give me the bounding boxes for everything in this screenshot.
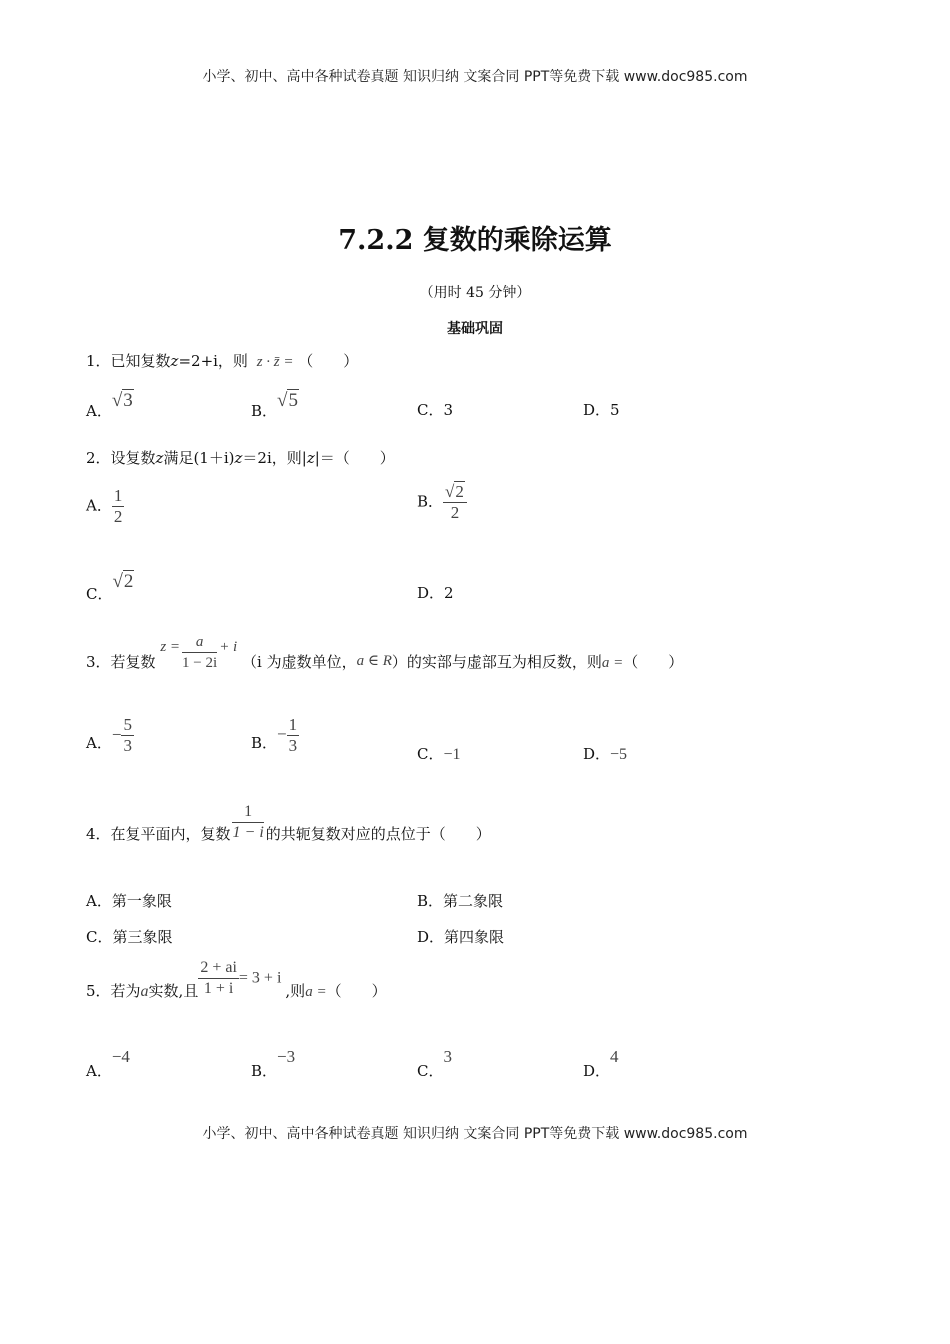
q3-z-lhs: z = <box>160 638 181 655</box>
q3-a-label: A． <box>86 733 112 752</box>
q2-b-num: √2 <box>443 482 467 503</box>
q2-var-z2: z <box>234 449 243 467</box>
q3-a-den: 3 <box>123 736 132 755</box>
q5-option-d <box>583 1046 619 1080</box>
q5-text-b: 实数,且 <box>148 981 199 1000</box>
q3-b-num: 1 <box>288 715 298 734</box>
q5-a-value: −4 <box>111 1047 130 1066</box>
q5-frac-den: 1 + i <box>203 980 234 997</box>
q4-option-b: B．第二象限 <box>417 892 504 910</box>
q3-a-sign: − <box>111 724 122 744</box>
q5-d-label: D． <box>583 1062 611 1080</box>
q3-c-label: C． <box>417 745 444 763</box>
q3-paren: （ ） <box>623 652 684 671</box>
q3-c-value: −1 <box>443 746 461 763</box>
question-4-stem <box>86 802 491 843</box>
q3-frac-den: 1 − 2i <box>182 655 218 671</box>
q3-frac-num: a <box>182 632 218 653</box>
q5-ask: a = <box>305 983 327 1000</box>
q5-c-label: C． <box>417 1062 444 1080</box>
q5-a-label: A． <box>86 1062 112 1080</box>
q2-text-d: |＝（ ） <box>314 449 395 467</box>
q3-text-a: 3．若复数 <box>86 652 156 671</box>
q2-var-z3: z <box>306 449 315 467</box>
q5-option-c <box>417 1046 452 1080</box>
q3-b-fraction <box>287 715 300 756</box>
q4-option-d: D．第四象限 <box>417 928 505 946</box>
q1-option-c: C．3 <box>417 401 454 419</box>
q2-c-label: C． <box>86 585 113 603</box>
q5-d-value: 4 <box>610 1047 619 1066</box>
q5-var-a: a <box>140 982 149 1000</box>
q5-frac-num: 2 + ai <box>198 958 239 979</box>
q4-option-c: C．第三象限 <box>86 928 173 946</box>
question-3-stem <box>86 632 683 673</box>
q3-a-num: 5 <box>123 715 132 734</box>
q5-option-b <box>251 1046 296 1080</box>
q5-c-value: 3 <box>443 1047 452 1066</box>
q2-b-fraction <box>443 482 467 523</box>
q5-paren: （ ） <box>326 981 387 1000</box>
q3-d-value: −5 <box>610 746 628 763</box>
q3-option-b <box>251 715 299 756</box>
q1-paren: （ ） <box>298 352 359 370</box>
q3-z-tail: + i <box>219 638 238 655</box>
q3-a-fraction <box>121 715 134 756</box>
q3-condition: a ∈ R <box>356 652 392 669</box>
q1-option-a <box>86 388 134 420</box>
q1-expr: z · z̄ = <box>256 354 294 370</box>
q1-a-radicand: 3 <box>123 390 133 411</box>
q1-option-b <box>251 388 299 420</box>
q2-option-a <box>86 486 124 527</box>
q4-frac-den: 1 − i <box>232 824 264 841</box>
q2-a-fraction <box>112 486 125 527</box>
q2-c-radicand: 2 <box>123 571 134 592</box>
question-5-stem <box>86 958 387 999</box>
q2-text-b: 满足(1＋i) <box>163 449 235 467</box>
q1-b-label: B． <box>251 402 278 420</box>
q5-fraction <box>198 958 239 999</box>
q1-a-sqrt: √3 <box>111 390 133 411</box>
q4-text-b: 的共轭复数对应的点位于（ ） <box>265 824 491 843</box>
q2-option-b <box>417 482 467 523</box>
q2-text-c: ＝2i，则| <box>242 449 307 467</box>
q1-text: 1．已知复数 <box>86 352 171 370</box>
q3-option-d <box>583 743 627 764</box>
q3-b-sign: − <box>277 724 287 744</box>
q1-b-sqrt: √5 <box>277 390 298 411</box>
q1-var-z: z <box>170 352 179 370</box>
page-title: 7.2.2 复数的乘除运算 <box>338 225 612 256</box>
q2-a-den: 2 <box>113 507 123 526</box>
q5-option-a <box>86 1046 130 1080</box>
q3-b-den: 3 <box>288 736 298 755</box>
q2-var-z: z <box>155 449 164 467</box>
q4-fraction <box>231 802 266 843</box>
q3-d-label: D． <box>583 745 611 763</box>
q4-frac-num: 1 <box>232 802 264 823</box>
q3-option-a <box>86 715 134 756</box>
q4-text-a: 4．在复平面内，复数 <box>86 824 231 843</box>
section-heading: 基础巩固 <box>447 321 503 337</box>
q2-a-label: A． <box>86 496 112 515</box>
q2-b-den: 2 <box>450 503 460 522</box>
q2-b-radicand: 2 <box>455 482 464 501</box>
q1-eq: =2+i，则 <box>178 352 248 370</box>
question-2-stem <box>86 447 395 468</box>
q4-option-a: A．第一象限 <box>86 892 172 910</box>
question-1-stem <box>86 350 358 371</box>
q2-option-d: D．2 <box>417 584 454 602</box>
q1-b-radicand: 5 <box>288 390 298 411</box>
q2-a-num: 1 <box>113 486 123 505</box>
q3-b-label: B． <box>251 733 278 752</box>
time-limit: （用时 45 分钟） <box>419 285 531 301</box>
q5-rhs: = 3 + i <box>238 969 282 987</box>
q1-a-label: A． <box>86 402 112 420</box>
q5-text-c: ,则 <box>285 981 306 1000</box>
q3-option-c <box>417 743 461 764</box>
q3-text-c: ）的实部与虚部互为相反数，则 <box>391 652 602 671</box>
header-banner: 小学、初中、高中各种试卷真题 知识归纳 文案合同 PPT等免费下载 www.doc985.com <box>202 69 748 85</box>
footer-banner: 小学、初中、高中各种试卷真题 知识归纳 文案合同 PPT等免费下载 www.doc985.com <box>202 1126 748 1142</box>
q3-ask: a = <box>601 654 624 671</box>
q2-c-sqrt: √2 <box>112 571 134 592</box>
q1-option-d: D．5 <box>583 401 620 419</box>
q2-option-c <box>86 571 134 603</box>
q2-b-label: B． <box>417 492 444 511</box>
q3-text-b: （i 为虚数单位， <box>242 652 357 671</box>
q5-text-a: 5．若为 <box>86 981 141 1000</box>
q5-b-label: B． <box>251 1062 278 1080</box>
q2-text-a: 2．设复数 <box>86 449 156 467</box>
q3-fraction <box>180 632 219 673</box>
q5-b-value: −3 <box>277 1047 296 1066</box>
